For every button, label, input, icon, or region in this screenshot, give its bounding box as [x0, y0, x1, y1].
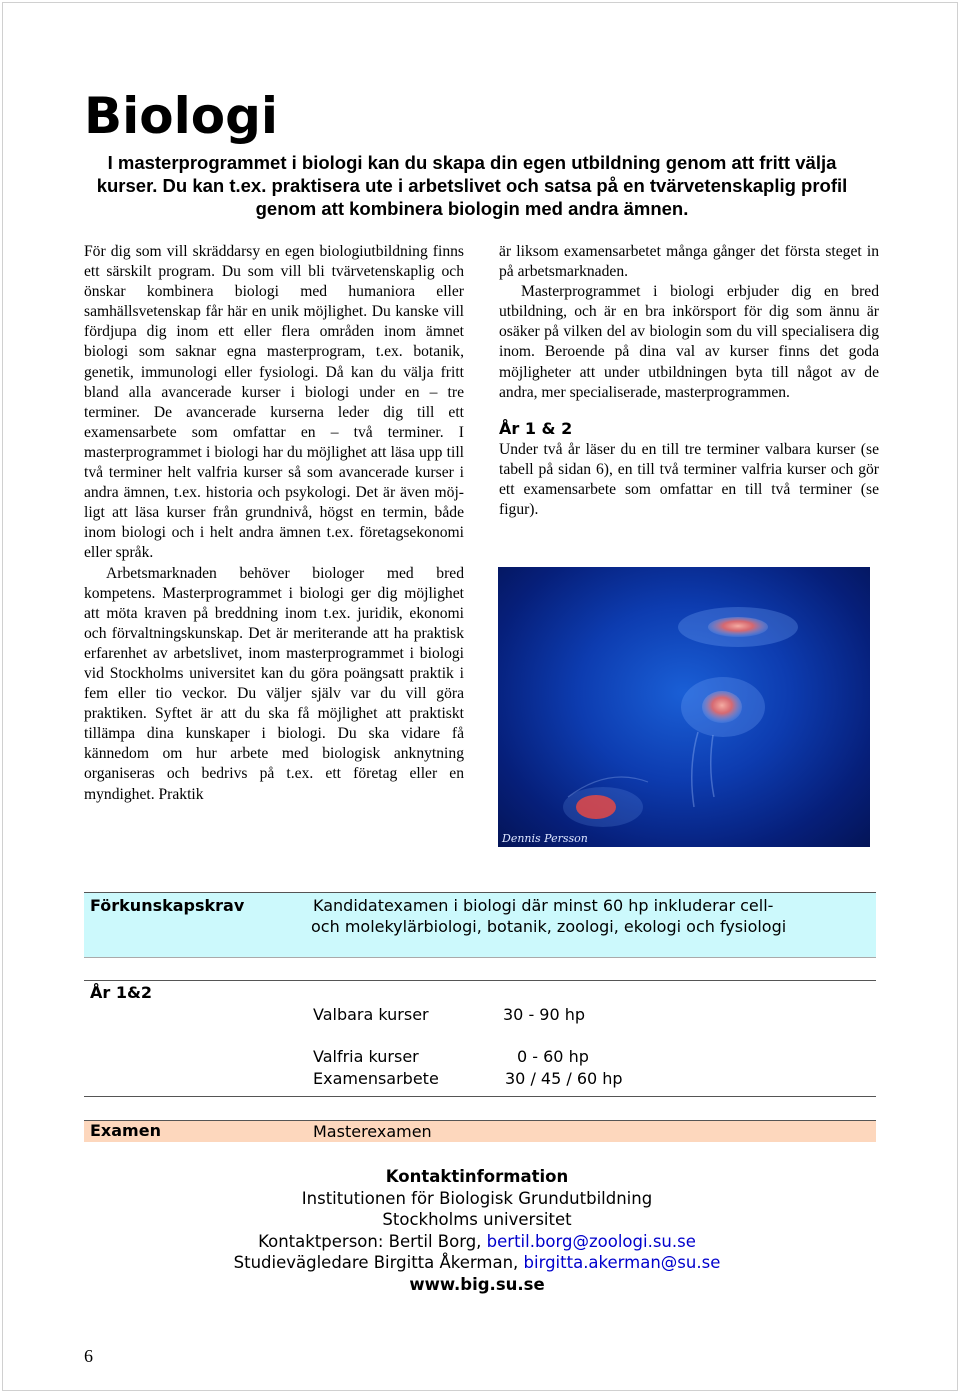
elective-courses-value: 30 - 90 hp [503, 1005, 586, 1024]
jellyfish-illustration [498, 567, 870, 847]
page-title: Biologi [84, 87, 279, 145]
contact-person-email-link[interactable]: bertil.borg@zoologi.su.se [486, 1231, 696, 1251]
contact-person-text: Kontaktperson: Bertil Borg, [258, 1231, 487, 1251]
left-paragraph-2: Arbetsmarknaden behöver biologer med bred kompetens. Masterprogrammet i biologi ger dig möjlighet att möta kraven på breddning inom t.ex. juridik, ekonomi och förvaltningskunskap. Det är meriterande att ha praktisk erfarenhet av arbetslivet, inom masterprogrammet i biologi vid Stockholms universitet kan du göra poängsatt praktik i fem eller tio veckor. Du väljer själv var du vill göra praktiken. Syftet är att du ska få möjlighet att praktiskt tillämpa dina kunskaper i biologi. Du ska vidare få kännedom om hur arbete med biologisk anknytning organiseras och bedrivs på t.ex. ett företag eller en myndighet. Praktik [84, 564, 464, 803]
section-heading-year: År 1 & 2 [499, 418, 573, 438]
degree-value: Masterexamen [313, 1122, 432, 1141]
requirements-label: Förkunskapskrav [90, 896, 245, 915]
page-number: 6 [84, 1346, 93, 1366]
requirements-line-2: och molekylärbiologi, botanik, zoologi, ekologi och fysiologi [311, 917, 787, 936]
website-link[interactable]: www.big.su.se [409, 1274, 545, 1294]
jellyfish-photo [498, 567, 870, 847]
left-column [84, 242, 464, 805]
optional-courses-value: 0 - 60 hp [517, 1047, 589, 1066]
degree-label: Examen [90, 1121, 161, 1140]
section-text-year: Under två år läser du en till tre terminer valbara kurser (se tabell på sidan 6), en till två terminer valfria kurser och gör ett examensarbete som omfattar en till två terminer (se figur). [499, 440, 879, 519]
years-label: År 1&2 [90, 983, 153, 1002]
contact-advisor-text: Studievägledare Birgitta Åkerman, [233, 1253, 524, 1272]
elective-courses-label: Valbara kurser [313, 1005, 429, 1024]
right-paragraph-2: Masterprogrammet i biologi erbjuder dig en bred utbildning, och är en bra inkörsport för dig som ännu är osäker på vilken del av biologin som du vill specialisera dig inom. Beroende på dina val av kurser finns det goda möjligheter att under utbildningen byta till något av de andra, mer specialiserade, masterprogrammen. [499, 283, 879, 401]
table-divider-bottom [84, 1096, 876, 1097]
jellyfish-bottom [563, 777, 648, 827]
optional-courses-label: Valfria kurser [313, 1047, 419, 1066]
jellyfish-top [678, 607, 798, 647]
contact-advisor-line [84, 1252, 870, 1274]
left-paragraph-1: För dig som vill skräddarsy en egen biologiutbildning finns ett särskilt program. Du som vill bli tvärvetenskaplig och önskar kombinera biologi med humaniora eller samhällsvetenskap får här en unik möjlighet. Du kanske vill fördjupa dig inom ett eller flera områden inom ämnet biologi som saknar egna masterprogram, t.ex. botanik, genetik, immunologi eller fysiologi. Då kan du välja fritt bland alla avancerade kurser i biologi under en – tre terminer. De avancerade kurserna leder dig till ett examensarbete som omfattar en – två terminer. I masterprogrammet i biologi har du möjlighet att läsa upp till två terminer helt valfria kurser så som avancerade kurser i andra ämnen, t.ex. historia och psykologi. Det är även möjligt att läsa kurser från grundnivå, högst en termin, både inom biologi och i helt andra ämnen t.ex. företagsekonomi eller språk. [84, 243, 464, 562]
contact-advisor-email-link[interactable]: birgitta.akerman@su.se [523, 1253, 721, 1272]
thesis-label: Examensarbete [313, 1069, 439, 1088]
contact-person-line [84, 1231, 870, 1253]
table-divider-top [84, 980, 876, 981]
photo-signature: Dennis Persson [502, 832, 588, 845]
contact-university: Stockholms universitet [382, 1210, 572, 1229]
jellyfish-middle [681, 677, 765, 807]
degree-row [84, 1120, 876, 1142]
right-paragraph-1: är liksom examensarbetet många gånger det första steget in på arbetsmarknaden. [499, 243, 879, 281]
contact-block [84, 1166, 870, 1295]
contact-institution: Institutionen för Biologisk Grundutbildning [301, 1188, 653, 1208]
right-column [499, 242, 879, 520]
requirements-line-1: Kandidatexamen i biologi där minst 60 hp inkluderar cell- [313, 896, 774, 915]
intro-text: I masterprogrammet i biologi kan du skapa din egen utbildning genom att fritt välja kurser. Du kan t.ex. praktisera ute i arbetslivet och satsa på en tvärvetenskaplig profil genom att kombinera biologin med andra ämnen. [96, 152, 848, 219]
thesis-value: 30 / 45 / 60 hp [505, 1069, 623, 1088]
contact-heading: Kontaktinformation [385, 1167, 569, 1186]
